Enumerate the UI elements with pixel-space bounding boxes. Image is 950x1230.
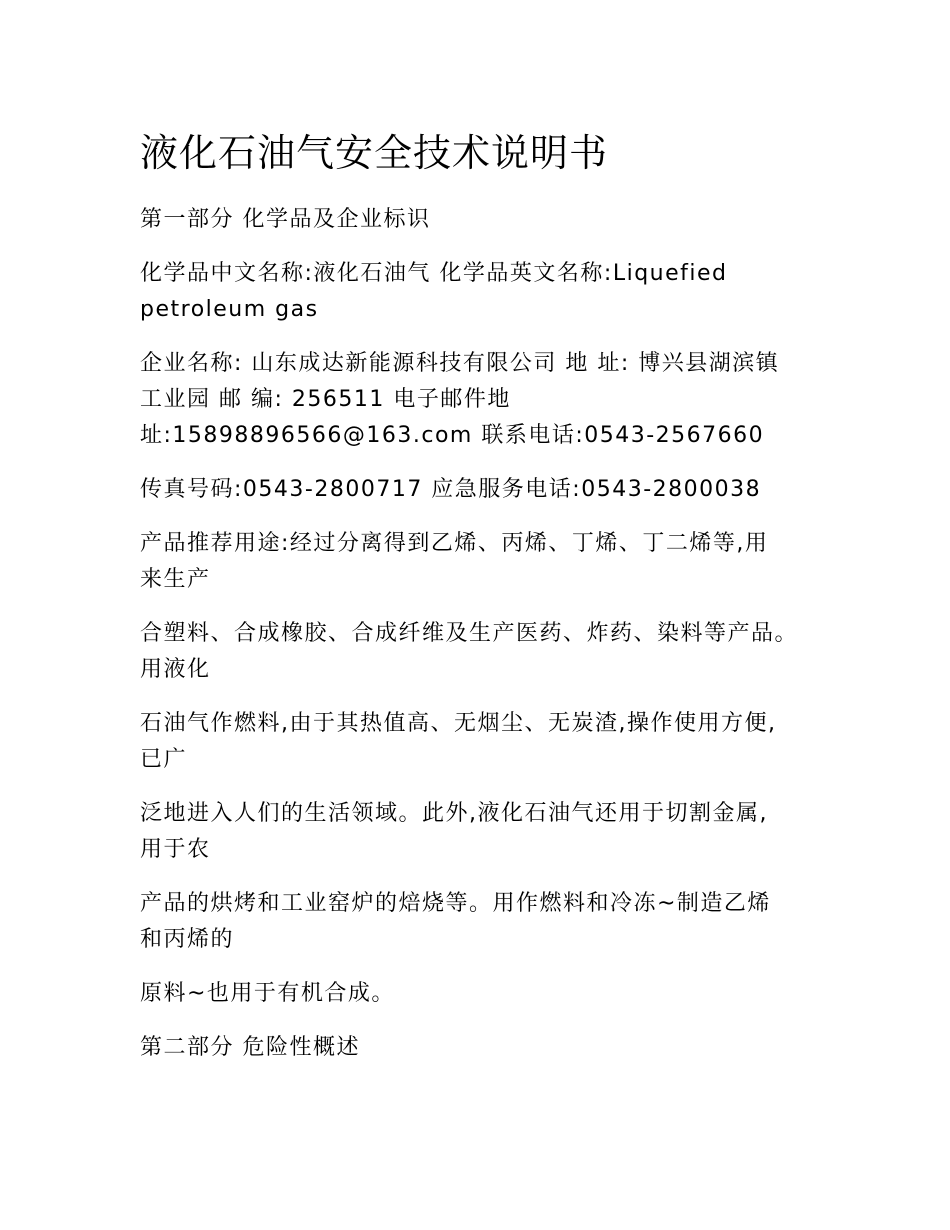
document-title: 液化石油气安全技术说明书 [140, 131, 609, 175]
text-line: 工业园 邮 编: 256511 电子邮件地 [140, 387, 511, 412]
text-line: 合塑料、合成橡胶、合成纤维及生产医药、炸药、染料等产品。 [140, 621, 799, 646]
text-line: 用于农 [140, 837, 211, 862]
text-line: 石油气作燃料,由于其热值高、无烟尘、无炭渣,操作使用方便, [140, 711, 777, 736]
text-line: 用液化 [140, 657, 211, 682]
text-line: 已广 [140, 747, 188, 772]
text-line: 第二部分 危险性概述 [140, 1035, 360, 1060]
section-heading-part2 [140, 1030, 810, 1066]
section-heading-part1 [140, 202, 810, 238]
text-line: 产品推荐用途:经过分离得到乙烯、丙烯、丁烯、丁二烯等,用 [140, 531, 769, 556]
chemical-name-paragraph [140, 256, 810, 328]
text-line: 产品的烘烤和工业窑炉的焙烧等。用作燃料和冷冻~制造乙烯 [140, 891, 771, 916]
usage-paragraph-2 [140, 616, 810, 688]
usage-paragraph-6 [140, 976, 810, 1012]
text-line: 原料~也用于有机合成。 [140, 981, 395, 1006]
fax-emergency-paragraph [140, 472, 810, 508]
usage-paragraph-5 [140, 886, 810, 958]
text-line: 址:15898896566@163.com 联系电话:0543-2567660 [140, 423, 765, 448]
company-info-paragraph [140, 346, 810, 454]
text-line: 泛地进入人们的生活领域。此外,液化石油气还用于切割金属, [140, 801, 768, 826]
text-line: 第一部分 化学品及企业标识 [140, 207, 431, 232]
text-line: petroleum gas [140, 297, 319, 322]
text-line: 企业名称: 山东成达新能源科技有限公司 地 址: 博兴县湖滨镇 [140, 351, 780, 376]
document-page [140, 128, 810, 1084]
text-line: 和丙烯的 [140, 927, 235, 952]
usage-paragraph-3 [140, 706, 810, 778]
text-line: 传真号码:0543-2800717 应急服务电话:0543-2800038 [140, 477, 762, 502]
text-line: 来生产 [140, 567, 211, 592]
text-line: 化学品中文名称:液化石油气 化学品英文名称:Liquefied [140, 261, 728, 286]
usage-paragraph-4 [140, 796, 810, 868]
usage-paragraph-1 [140, 526, 810, 598]
